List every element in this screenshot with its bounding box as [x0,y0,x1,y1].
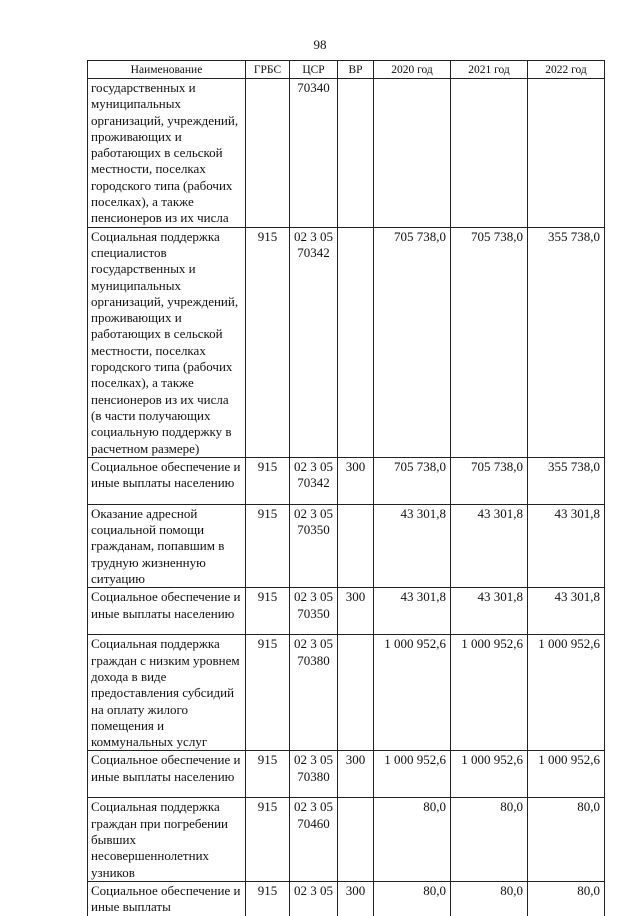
row-2020: 43 301,8 [374,588,451,635]
header-2020: 2020 год [374,61,451,79]
row-csr: 02 3 05 70342 [290,227,338,457]
row-2020: 705 738,0 [374,227,451,457]
row-name: государственных и муниципальных организаций, учреждений, проживающих и работающих в сельской местности, поселках городского типа (рабочих поселках), а также пенсионеров из их числа [88,79,246,228]
row-name: Оказание адресной социальной помощи гражданам, попавшим в трудную жизненную ситуацию [88,504,246,587]
row-grbs: 915 [246,881,290,916]
row-2021: 1 000 952,6 [451,635,528,751]
row-2020: 705 738,0 [374,457,451,504]
row-2020 [374,79,451,228]
table-row [88,798,605,881]
row-csr: 70340 [290,79,338,228]
row-csr: 02 3 05 70342 [290,457,338,504]
row-2022: 355 738,0 [528,457,605,504]
table-row [88,588,605,635]
row-csr: 02 3 05 70460 [290,798,338,881]
row-2020: 80,0 [374,881,451,916]
row-name: Социальное обеспечение и иные выплаты [88,881,246,916]
page-number: 98 [313,37,327,52]
row-grbs: 915 [246,227,290,457]
row-grbs: 915 [246,635,290,751]
row-2022: 80,0 [528,881,605,916]
row-2021: 43 301,8 [451,504,528,587]
table-row [88,227,605,457]
row-2021: 80,0 [451,881,528,916]
row-vr: 300 [338,588,374,635]
row-2022 [528,79,605,228]
row-vr: 300 [338,751,374,798]
row-grbs: 915 [246,751,290,798]
row-2022: 1 000 952,6 [528,751,605,798]
row-2021: 1 000 952,6 [451,751,528,798]
row-csr: 02 3 05 70380 [290,635,338,751]
row-vr [338,798,374,881]
row-2022: 1 000 952,6 [528,635,605,751]
row-2020: 80,0 [374,798,451,881]
row-2020: 43 301,8 [374,504,451,587]
row-name: Социальное обеспечение и иные выплаты населению [88,588,246,635]
row-grbs: 915 [246,504,290,587]
row-2021: 43 301,8 [451,588,528,635]
row-csr: 02 3 05 70350 [290,504,338,587]
row-2022: 80,0 [528,798,605,881]
row-csr: 02 3 05 70350 [290,588,338,635]
row-grbs: 915 [246,457,290,504]
row-2022: 43 301,8 [528,588,605,635]
header-2021: 2021 год [451,61,528,79]
row-vr [338,635,374,751]
row-grbs: 915 [246,798,290,881]
row-vr [338,79,374,228]
budget-table [87,60,605,916]
row-csr: 02 3 05 [290,881,338,916]
row-name: Социальная поддержка граждан с низким уровнем дохода в виде предоставления субсидий на оплату жилого помещения и коммунальных услуг [88,635,246,751]
row-2020: 1 000 952,6 [374,751,451,798]
header-2022: 2022 год [528,61,605,79]
row-2022: 43 301,8 [528,504,605,587]
table-row [88,504,605,587]
row-2021: 80,0 [451,798,528,881]
table-row [88,751,605,798]
table-header-row [88,61,605,79]
header-name: Наименование [88,61,246,79]
row-2021: 705 738,0 [451,457,528,504]
row-2021 [451,79,528,228]
table-row [88,79,605,228]
row-grbs: 915 [246,588,290,635]
row-vr: 300 [338,881,374,916]
row-2022: 355 738,0 [528,227,605,457]
row-name: Социальное обеспечение и иные выплаты населению [88,751,246,798]
row-vr: 300 [338,457,374,504]
row-grbs [246,79,290,228]
row-csr: 02 3 05 70380 [290,751,338,798]
table-row [88,635,605,751]
row-name: Социальная поддержка граждан при погребении бывших несовершеннолетних узников [88,798,246,881]
row-name: Социальная поддержка специалистов государственных и муниципальных организаций, учреждений, проживающих и работающих в сельской местности, поселках городского типа (рабочих поселках), а также пенсионеров из их числа (в части получающих социальную поддержку в расчетном размере) [88,227,246,457]
header-grbs: ГРБС [246,61,290,79]
row-name: Социальное обеспечение и иные выплаты населению [88,457,246,504]
table-row [88,457,605,504]
row-vr [338,504,374,587]
row-2021: 705 738,0 [451,227,528,457]
table-row [88,881,605,916]
row-2020: 1 000 952,6 [374,635,451,751]
header-csr: ЦСР [290,61,338,79]
row-vr [338,227,374,457]
header-vr: ВР [338,61,374,79]
